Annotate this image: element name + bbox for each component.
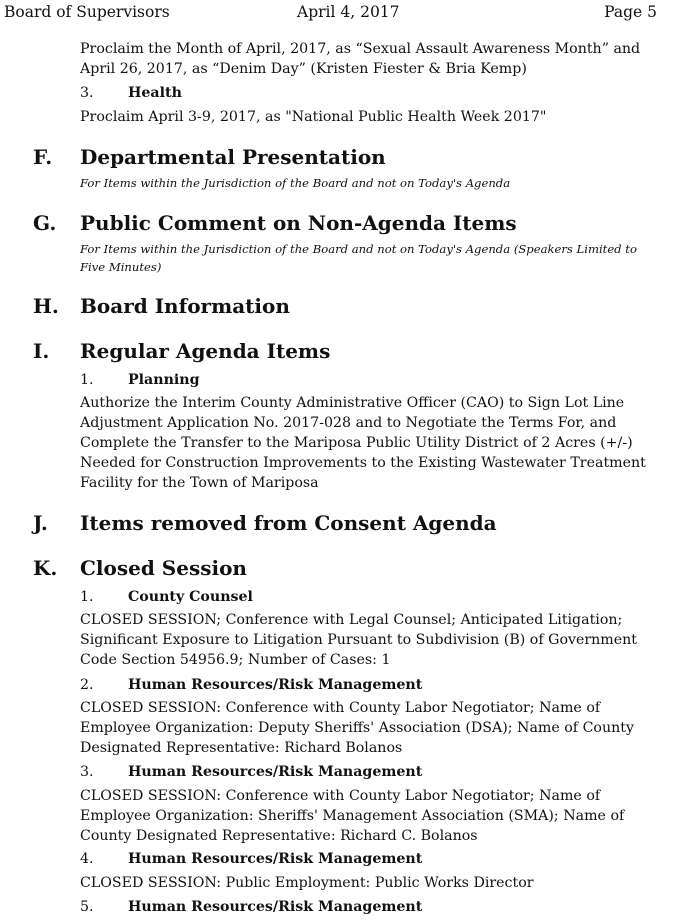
section-title-public-comment: Public Comment on Non-Agenda Items xyxy=(80,211,517,235)
section-title-regular-agenda: Regular Agenda Items xyxy=(80,339,331,363)
closed-session-item-text: CLOSED SESSION; Conference with Legal Counsel; Anticipated Litigation; Significant Exposure to Litigation Pursuant to Subdivision (B) of Government Code Section 54956.9; Number of Cases: 1 xyxy=(80,612,637,668)
item-number: 5. xyxy=(80,899,94,915)
header-page-number: Page 5 xyxy=(604,3,657,21)
item-title-human-resources: Human Resources/Risk Management xyxy=(128,899,423,915)
section-letter-j: J. xyxy=(33,511,48,535)
section-letter-h: H. xyxy=(33,294,59,318)
section-title-board-information: Board Information xyxy=(80,294,290,318)
item-title-health: Health xyxy=(128,85,182,101)
section-title-closed-session: Closed Session xyxy=(80,556,247,580)
item-title-human-resources: Human Resources/Risk Management xyxy=(128,764,423,780)
item-number: 4. xyxy=(80,851,94,867)
item-number: 2. xyxy=(80,677,94,693)
section-letter-k: K. xyxy=(33,556,58,580)
closed-session-item-text: CLOSED SESSION: Conference with County Labor Negotiator; Name of Employee Organization: Deputy Sheriffs' Association (DSA); Name of County Designated Representative: Richard Bolanos xyxy=(80,700,634,756)
item-title-county-counsel: County Counsel xyxy=(128,589,253,605)
section-title-departmental-presentation: Departmental Presentation xyxy=(80,145,386,169)
section-letter-f: F. xyxy=(33,145,53,169)
item-number: 3. xyxy=(80,85,94,101)
proclamation-text: Proclaim the Month of April, 2017, as “Sexual Assault Awareness Month” and April 26, 2017, as “Denim Day” (Kristen Fiester & Bria Kemp) xyxy=(80,41,641,77)
section-title-items-removed: Items removed from Consent Agenda xyxy=(80,511,497,535)
item-number: 1. xyxy=(80,589,94,605)
item-number: 3. xyxy=(80,764,94,780)
item-title-human-resources: Human Resources/Risk Management xyxy=(128,851,423,867)
section-note: For Items within the Jurisdiction of the Board and not on Today's Agenda (Speakers Limited to Five Minutes) xyxy=(80,242,637,274)
closed-session-item-text: CLOSED SESSION: Conference with County Labor Negotiator; Name of Employee Organization: Sheriffs' Management Association (SMA); Name of County Designated Representative: Richard C. Bolanos xyxy=(80,788,625,844)
closed-session-item-text: CLOSED SESSION: Public Employment: Public Works Director xyxy=(80,875,534,891)
item-number: 1. xyxy=(80,372,94,388)
section-letter-i: I. xyxy=(33,339,50,363)
item-title-human-resources: Human Resources/Risk Management xyxy=(128,677,423,693)
header-board-title: Board of Supervisors xyxy=(4,3,170,21)
health-proclamation-text: Proclaim April 3-9, 2017, as "National Public Health Week 2017" xyxy=(80,109,547,125)
planning-item-text: Authorize the Interim County Administrative Officer (CAO) to Sign Lot Line Adjustment Application No. 2017-028 and to Negotiate the Terms For, and Complete the Transfer to the Mariposa Public Utility District of 2 Acres (+/-) Needed for Construction Improvements to the Existing Wastewater Treatment Facility for the Town of Mariposa xyxy=(80,395,646,491)
section-letter-g: G. xyxy=(33,211,57,235)
header-date: April 4, 2017 xyxy=(297,3,400,21)
section-note: For Items within the Jurisdiction of the Board and not on Today's Agenda xyxy=(80,176,511,190)
item-title-planning: Planning xyxy=(128,372,200,388)
